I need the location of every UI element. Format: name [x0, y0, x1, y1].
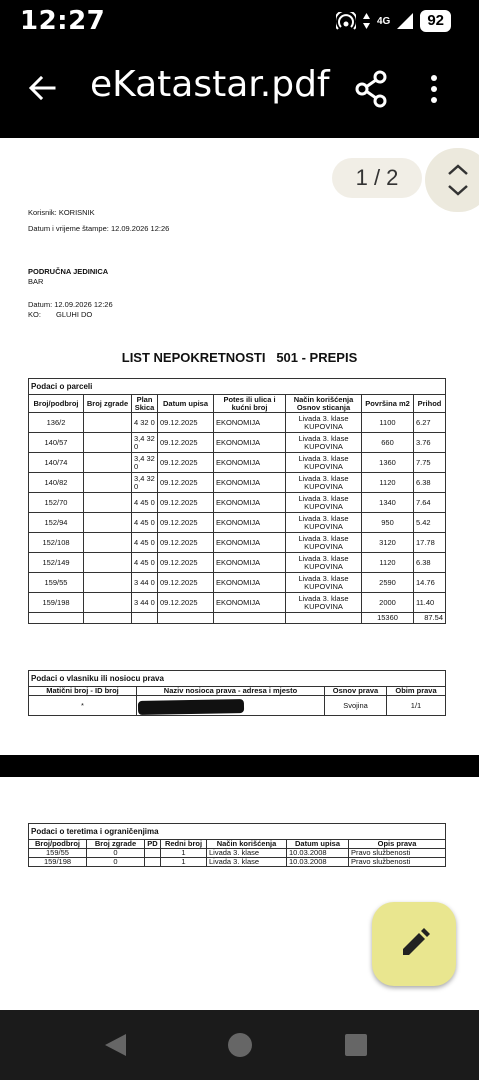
table-row — [29, 413, 446, 433]
parcel-cell — [84, 593, 132, 613]
parcel-table — [28, 378, 446, 624]
parcel-cell: 7.64 — [414, 493, 446, 513]
total-area: 15360 — [362, 613, 414, 624]
owner-col-scope: Obim prava — [387, 687, 446, 696]
parcel-cell: 09.12.2025 — [158, 533, 214, 553]
parcel-cell — [84, 433, 132, 453]
parcel-cell: Livada 3. klase KUPOVINA — [286, 473, 362, 493]
burden-table — [28, 823, 446, 867]
burden-col-header: Datum upisa — [287, 840, 349, 849]
owner-table-header — [29, 687, 446, 696]
parcel-cell — [84, 553, 132, 573]
parcel-cell: 6.38 — [414, 553, 446, 573]
parcel-cell: Livada 3. klase KUPOVINA — [286, 453, 362, 473]
doc-ko-label: KO: — [28, 310, 41, 319]
redaction-mark — [138, 699, 244, 715]
empty-cell — [286, 613, 362, 624]
parcel-cell: 1120 — [362, 473, 414, 493]
burden-cell: 159/198 — [29, 858, 87, 867]
parcel-cell: EKONOMIJA — [214, 573, 286, 593]
parcel-col-header: Broj/podbroj — [29, 395, 84, 413]
table-row — [29, 553, 446, 573]
data-arrows-icon — [362, 12, 371, 30]
empty-cell — [214, 613, 286, 624]
parcel-cell — [84, 493, 132, 513]
parcel-cell — [84, 473, 132, 493]
parcel-cell: 1100 — [362, 413, 414, 433]
total-income: 87.54 — [414, 613, 446, 624]
parcel-section-title: Podaci o parceli — [29, 379, 446, 395]
parcel-cell: 6.38 — [414, 473, 446, 493]
parcel-cell: 14.76 — [414, 573, 446, 593]
table-row — [29, 433, 446, 453]
owner-col-basis: Osnov prava — [325, 687, 387, 696]
nav-recents-icon[interactable] — [344, 1033, 368, 1057]
burden-col-header: Broj zgrade — [87, 840, 145, 849]
signal-icon — [396, 12, 414, 30]
parcel-col-header: Prihod — [414, 395, 446, 413]
parcel-col-header: Površina m2 — [362, 395, 414, 413]
parcel-cell: 136/2 — [29, 413, 84, 433]
back-arrow-icon[interactable] — [26, 72, 58, 104]
parcel-cell: 5.42 — [414, 513, 446, 533]
parcel-table-header — [29, 395, 446, 413]
parcel-cell: 09.12.2025 — [158, 493, 214, 513]
parcel-cell — [84, 513, 132, 533]
burden-col-header: Opis prava — [349, 840, 446, 849]
burden-cell — [145, 858, 161, 867]
parcel-cell: 09.12.2025 — [158, 593, 214, 613]
owner-col-id: Matični broj - ID broj — [29, 687, 137, 696]
owner-section-title: Podaci o vlasniku ili nosiocu prava — [29, 671, 446, 687]
parcel-cell: 4 45 0 — [132, 513, 158, 533]
parcel-cell: Livada 3. klase KUPOVINA — [286, 413, 362, 433]
parcel-col-header: Broj zgrade — [84, 395, 132, 413]
page-indicator: 1 / 2 — [332, 158, 422, 198]
battery-level: 92 — [420, 10, 451, 32]
parcel-cell: 09.12.2025 — [158, 573, 214, 593]
owner-id: * — [29, 696, 137, 716]
parcel-cell: 09.12.2025 — [158, 453, 214, 473]
burden-cell: Livada 3. klase — [207, 858, 287, 867]
parcel-cell — [84, 413, 132, 433]
parcel-cell: 2590 — [362, 573, 414, 593]
parcel-cell — [84, 533, 132, 553]
empty-cell — [29, 613, 84, 624]
parcel-cell: 3.76 — [414, 433, 446, 453]
burden-col-header: Redni broj — [161, 840, 207, 849]
burden-cell: Livada 3. klase — [207, 849, 287, 858]
parcel-cell: EKONOMIJA — [214, 553, 286, 573]
status-bar — [0, 0, 479, 44]
parcel-cell: EKONOMIJA — [214, 533, 286, 553]
parcel-cell: 950 — [362, 513, 414, 533]
parcel-cell — [84, 453, 132, 473]
parcel-cell: 4 45 0 — [132, 553, 158, 573]
burden-cell: 10.03.2008 — [287, 849, 349, 858]
doc-heading: LIST NEPOKRETNOSTI 501 - PREPIS — [121, 350, 358, 365]
parcel-cell: 3,4 32 0 — [132, 433, 158, 453]
pdf-page-1 — [0, 138, 479, 755]
parcel-cell: Livada 3. klase KUPOVINA — [286, 573, 362, 593]
parcel-cell: 2000 — [362, 593, 414, 613]
fast-scroll-handle[interactable] — [425, 148, 479, 212]
parcel-cell: Livada 3. klase KUPOVINA — [286, 533, 362, 553]
system-nav-bar — [0, 1010, 479, 1080]
parcel-cell: EKONOMIJA — [214, 593, 286, 613]
parcel-cell: 4 45 0 — [132, 533, 158, 553]
parcel-cell: 7.75 — [414, 453, 446, 473]
parcel-cell: Livada 3. klase KUPOVINA — [286, 493, 362, 513]
doc-unit-value: BAR — [28, 277, 44, 286]
parcel-cell: 09.12.2025 — [158, 433, 214, 453]
burden-cell: 1 — [161, 849, 207, 858]
parcel-cell: EKONOMIJA — [214, 473, 286, 493]
burden-cell: Pravo službenosti — [349, 849, 446, 858]
burden-cell: 0 — [87, 849, 145, 858]
empty-cell — [132, 613, 158, 624]
burden-cell: Pravo službenosti — [349, 858, 446, 867]
parcel-cell: 152/108 — [29, 533, 84, 553]
status-time: 12:27 — [20, 6, 106, 36]
parcel-cell: EKONOMIJA — [214, 413, 286, 433]
table-row — [29, 533, 446, 553]
burden-cell: 159/55 — [29, 849, 87, 858]
burden-cell: 1 — [161, 858, 207, 867]
more-options-icon[interactable] — [430, 74, 438, 104]
parcel-col-header: Plan Skica — [132, 395, 158, 413]
parcel-cell: 09.12.2025 — [158, 553, 214, 573]
chevron-up-down-icon — [425, 148, 479, 212]
doc-ko-value: GLUHI DO — [56, 310, 93, 319]
parcel-cell: 09.12.2025 — [158, 513, 214, 533]
share-icon[interactable] — [354, 70, 388, 108]
parcel-cell: 140/74 — [29, 453, 84, 473]
edit-fab-button[interactable] — [372, 902, 456, 986]
hotspot-icon — [336, 12, 356, 30]
parcel-cell: 3 44 0 — [132, 593, 158, 613]
burden-col-header: Broj/podbroj — [29, 840, 87, 849]
parcel-cell: 660 — [362, 433, 414, 453]
table-row — [29, 513, 446, 533]
parcel-cell: EKONOMIJA — [214, 453, 286, 473]
parcel-cell: 1340 — [362, 493, 414, 513]
status-icons — [336, 10, 451, 32]
parcel-cell: EKONOMIJA — [214, 433, 286, 453]
parcel-cell: Livada 3. klase KUPOVINA — [286, 553, 362, 573]
parcel-cell: 152/94 — [29, 513, 84, 533]
table-row — [29, 473, 446, 493]
parcel-cell: 6.27 — [414, 413, 446, 433]
parcel-col-header: Način korišćenja Osnov sticanja — [286, 395, 362, 413]
parcel-cell: Livada 3. klase KUPOVINA — [286, 433, 362, 453]
parcel-cell: 159/198 — [29, 593, 84, 613]
parcel-cell: 3,4 32 0 — [132, 473, 158, 493]
burden-cell — [145, 849, 161, 858]
burden-col-header: Način korišćenja — [207, 840, 287, 849]
parcel-cell: 140/57 — [29, 433, 84, 453]
parcel-cell: 1360 — [362, 453, 414, 473]
empty-cell — [84, 613, 132, 624]
parcel-cell — [84, 573, 132, 593]
burden-section-title: Podaci o teretima i ograničenjima — [29, 824, 446, 840]
table-row — [29, 593, 446, 613]
nav-home-icon[interactable] — [226, 1031, 254, 1059]
table-row — [29, 493, 446, 513]
parcel-cell: Livada 3. klase KUPOVINA — [286, 593, 362, 613]
parcel-cell: 17.78 — [414, 533, 446, 553]
parcel-cell: 152/149 — [29, 553, 84, 573]
table-row — [29, 858, 446, 867]
parcel-cell: 09.12.2025 — [158, 413, 214, 433]
nav-back-icon[interactable] — [102, 1032, 128, 1058]
burden-cell: 10.03.2008 — [287, 858, 349, 867]
table-row — [29, 453, 446, 473]
parcel-cell: 3 44 0 — [132, 573, 158, 593]
pdf-viewer[interactable] — [0, 138, 479, 1010]
parcel-col-header: Datum upisa — [158, 395, 214, 413]
doc-print-time: Datum i vrijeme štampe: 12.09.2026 12:26 — [28, 224, 170, 233]
parcel-cell: 3,4 32 0 — [132, 453, 158, 473]
parcel-cell: 4 45 0 — [132, 493, 158, 513]
burden-col-header: PD — [145, 840, 161, 849]
app-bar — [0, 44, 479, 138]
parcel-cell: 1120 — [362, 553, 414, 573]
parcel-cell: Livada 3. klase KUPOVINA — [286, 513, 362, 533]
empty-cell — [158, 613, 214, 624]
parcel-col-header: Potes ili ulica i kućni broj — [214, 395, 286, 413]
parcel-cell: 3120 — [362, 533, 414, 553]
doc-unit-label: PODRUČNA JEDINICA — [28, 267, 109, 276]
network-type: 4G — [376, 15, 391, 27]
owner-col-name: Naziv nosioca prava - adresa i mjesto — [137, 687, 325, 696]
parcel-cell: EKONOMIJA — [214, 513, 286, 533]
pencil-icon — [372, 902, 456, 986]
owner-basis: Svojina — [325, 696, 387, 716]
document-title: eKatastar.pdf — [90, 64, 330, 105]
parcel-cell: 159/55 — [29, 573, 84, 593]
burden-cell: 0 — [87, 858, 145, 867]
owner-scope: 1/1 — [387, 696, 446, 716]
parcel-cell: 11.40 — [414, 593, 446, 613]
parcel-total-row — [29, 613, 446, 624]
parcel-cell: EKONOMIJA — [214, 493, 286, 513]
parcel-cell: 4 32 0 — [132, 413, 158, 433]
parcel-cell: 09.12.2025 — [158, 473, 214, 493]
doc-user: Korisnik: KORISNIK — [28, 208, 95, 217]
doc-date: Datum: 12.09.2026 12:26 — [28, 300, 113, 309]
table-row — [29, 573, 446, 593]
parcel-cell: 152/70 — [29, 493, 84, 513]
parcel-cell: 140/82 — [29, 473, 84, 493]
